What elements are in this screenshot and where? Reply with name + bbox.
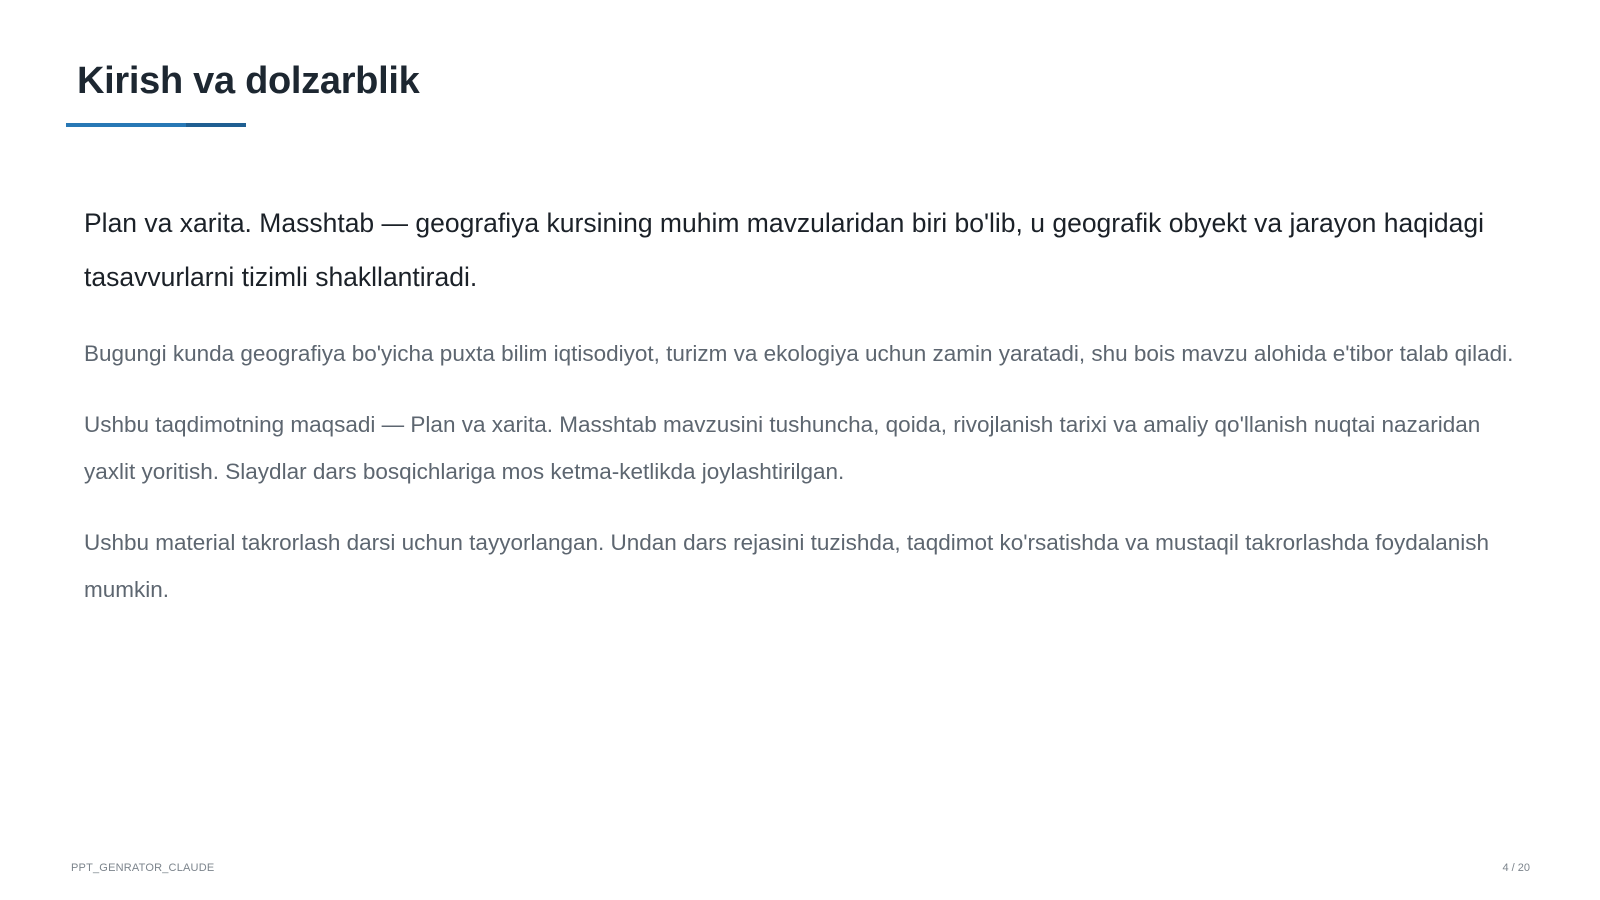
body-paragraph-1: Bugungi kunda geografiya bo'yicha puxta bilim iqtisodiyot, turizm va ekologiya uchun zamin yaratadi, shu bois mavzu alohida e'tibor talab qiladi. (84, 341, 1514, 366)
body-paragraph-3: Ushbu material takrorlash darsi uchun tayyorlangan. Undan dars rejasini tuzishda, taqdimot ko'rsatishda va mustaqil takrorlashda foydalanish mumkin. (84, 530, 1490, 602)
footer-source: PPT_GENRATOR_CLAUDE (71, 862, 215, 874)
lead-paragraph: Plan va xarita. Masshtab — geografiya kursining muhim mavzularidan biri bo'lib, u geografik obyekt va jarayon haqidagi tasavvurlarni tizimli shakllantiradi. (84, 208, 1484, 292)
body-paragraph-2: Ushbu taqdimotning maqsadi — Plan va xarita. Masshtab mavzusini tushuncha, qoida, rivojlanish tarixi va amaliy qo'llanish nuqtai nazaridan yaxlit yoritish. Slaydlar dars bosqichlariga mos ketma-ketlikda joylashtirilgan. (84, 412, 1481, 484)
slide-body (84, 196, 1524, 637)
slide-title: Kirish va dolzarblik (77, 60, 420, 102)
page-number: 4 / 20 (1502, 862, 1530, 874)
title-underline (66, 123, 246, 127)
